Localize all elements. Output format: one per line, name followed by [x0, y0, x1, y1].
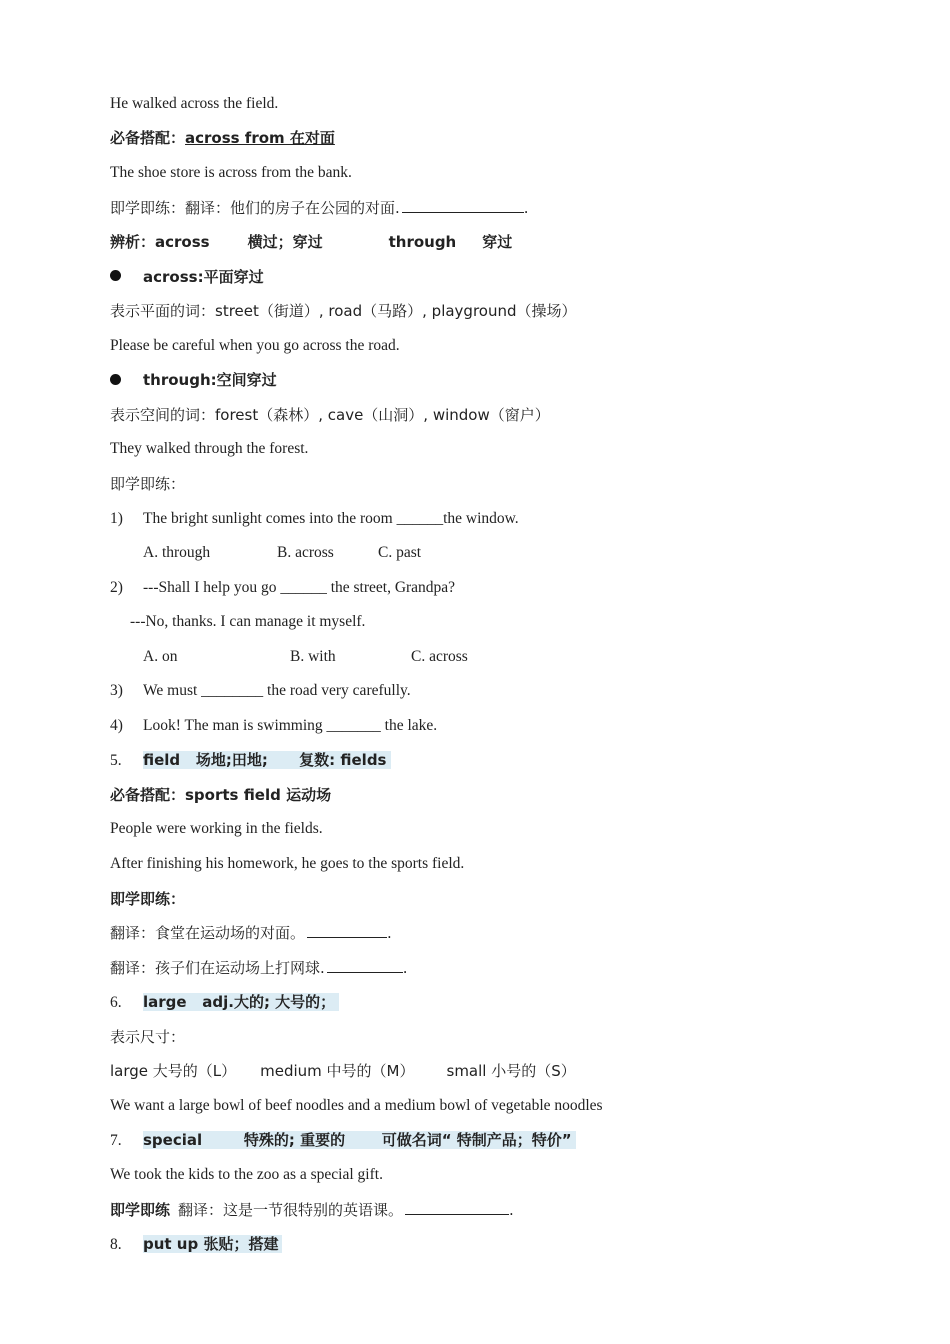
size-large: large 大号的（L） [110, 1062, 237, 1080]
period: . [387, 924, 392, 942]
option-b[interactable]: B. with [290, 648, 336, 665]
option-b[interactable]: B. across [277, 544, 334, 561]
option-a[interactable]: A. through [143, 544, 211, 561]
translation-text: 翻译：这是一节很特别的英语课。 [178, 1201, 404, 1219]
period: . [523, 199, 529, 217]
question-3 [110, 679, 411, 703]
question-4 [110, 714, 437, 738]
section-title: special 特殊的; 重要的 可做名词“ 特制产品；特价” [143, 1131, 576, 1149]
option-c[interactable]: C. past [378, 544, 422, 561]
practice-heading: 即学即练： [110, 475, 186, 493]
section-title: put up 张贴；搭建 [143, 1235, 282, 1253]
answer-blank[interactable] [405, 1198, 509, 1215]
example-sentence: He walked across the field. [110, 95, 279, 112]
period: . [402, 959, 408, 977]
bullet-icon [110, 374, 121, 385]
example-sentence: We took the kids to the zoo as a special gift. [110, 1166, 383, 1183]
section-title: field 场地;田地; 复数: fields [143, 751, 391, 769]
option-c[interactable]: C. across [411, 648, 468, 665]
question-text: Look! The man is swimming _______ the lake. [143, 717, 438, 734]
section-6-heading [110, 990, 339, 1014]
question-text: The bright sunlight comes into the room ______the window. [143, 510, 519, 527]
example-sentence: Please be careful when you go across the road. [110, 337, 400, 354]
example-sentence: People were working in the fields. [110, 820, 323, 837]
question-text: We must ________ the road very carefully. [143, 682, 411, 699]
example-sentence: The shoe store is across from the bank. [110, 164, 352, 181]
collocation-line [110, 126, 335, 150]
section-number: 8. [110, 1236, 122, 1253]
example-sentence: After finishing his homework, he goes to the sports field. [110, 855, 465, 872]
answer-blank[interactable] [327, 956, 403, 973]
distinction-across-meaning: 横过；穿过 [247, 233, 323, 251]
practice-label: 即学即练 [110, 1201, 171, 1219]
section-number: 6. [110, 994, 122, 1011]
practice-line [110, 196, 529, 220]
distinction-line [110, 230, 512, 254]
section-7-heading [110, 1128, 576, 1152]
size-medium: medium 中号的（M） [260, 1062, 415, 1080]
collocation-label: 必备搭配： [110, 129, 186, 147]
question-number: 4) [110, 717, 123, 734]
example-sentence: We want a large bowl of beef noodles and a medium bowl of vegetable noodles [110, 1097, 603, 1114]
practice-heading: 即学即练： [110, 890, 186, 908]
question-2 [110, 576, 455, 600]
distinction-label: 辨析：across [110, 233, 210, 251]
question-1 [110, 507, 519, 531]
translation-text: 翻译：孩子们在运动场上打网球. [110, 959, 325, 977]
question-reply: ---No, thanks. I can manage it myself. [130, 613, 366, 630]
word-list: 表示平面的词：street（街道）, road（马路）, playground（操场） [110, 302, 577, 320]
question-number: 2) [110, 579, 123, 596]
translation-line [110, 956, 408, 980]
collocation-phrase: across from 在对面 [185, 129, 335, 147]
size-small: small 小号的（S） [446, 1062, 576, 1080]
bullet-icon [110, 270, 121, 281]
section-number: 5. [110, 752, 122, 769]
section-8-heading [110, 1232, 282, 1256]
distinction-through-meaning: 穿过 [482, 233, 513, 251]
distinction-through: through [388, 233, 457, 251]
practice-line [110, 1198, 514, 1222]
period: . [509, 1201, 514, 1219]
question-number: 3) [110, 682, 123, 699]
size-list [110, 1059, 576, 1083]
translation-text: 翻译：食堂在运动场的对面。 [110, 924, 306, 942]
section-title: large adj.大的; 大号的； [143, 993, 339, 1011]
example-sentence: They walked through the forest. [110, 440, 309, 457]
answer-blank[interactable] [402, 196, 524, 213]
question-number: 1) [110, 510, 123, 527]
bullet-heading: across:平面穿过 [143, 268, 264, 286]
question-text: ---Shall I help you go ______ the street, Grandpa? [143, 579, 456, 596]
collocation-line: 必备搭配：sports field 运动场 [110, 786, 332, 804]
size-heading: 表示尺寸： [110, 1028, 186, 1046]
translation-line [110, 921, 392, 945]
bullet-heading: through:空间穿过 [143, 371, 277, 389]
section-5-heading [110, 748, 391, 772]
section-number: 7. [110, 1132, 122, 1149]
word-list: 表示空间的词：forest（森林）, cave（山洞）, window（窗户） [110, 406, 550, 424]
practice-text: 即学即练：翻译：他们的房子在公园的对面. [110, 199, 400, 217]
option-a[interactable]: A. on [143, 648, 178, 665]
answer-blank[interactable] [307, 921, 387, 938]
